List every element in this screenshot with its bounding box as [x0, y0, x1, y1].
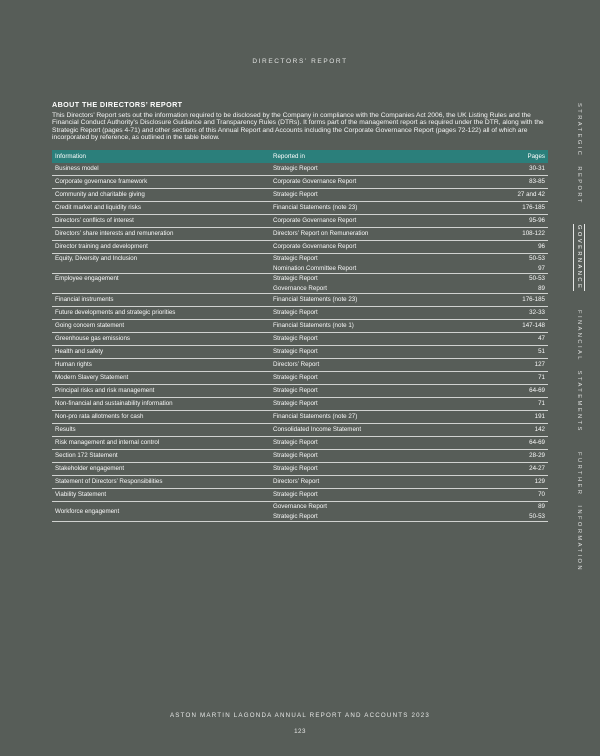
- row-pages: 71: [538, 374, 545, 382]
- row-reported-in: Strategic Report: [273, 387, 318, 395]
- row-information: Credit market and liquidity risks: [55, 204, 141, 212]
- table-row: [52, 254, 548, 274]
- page-footer: [0, 712, 600, 735]
- row-information: Directors’ conflicts of interest: [55, 217, 134, 225]
- row-pages: 32-33: [529, 309, 545, 317]
- row-reported-in: Financial Statements (note 27): [273, 413, 358, 421]
- footer-report-title: ASTON MARTIN LAGONDA ANNUAL REPORT AND ACCOUNTS 2023: [169, 712, 431, 719]
- page-number: 123: [294, 728, 306, 735]
- row-pages: 191: [534, 413, 545, 421]
- table-row: [52, 241, 548, 254]
- table-header-reported-in: Reported in: [273, 153, 305, 161]
- table-row: [52, 346, 548, 359]
- row-information: Results: [55, 426, 76, 434]
- row-pages: 142: [534, 426, 545, 434]
- row-information: Human rights: [55, 361, 92, 369]
- row-information: Employee engagement: [55, 275, 119, 283]
- row-pages: 47: [538, 335, 545, 343]
- row-reported-in: Corporate Governance Report: [273, 178, 357, 186]
- row-reported-in: Strategic Report: [273, 309, 318, 317]
- table-row: [52, 463, 548, 476]
- content-area: [52, 100, 548, 522]
- row-reported-in: Financial Statements (note 23): [273, 204, 358, 212]
- row-pages: 27 and 42: [517, 191, 545, 199]
- sidebar-item-strategic-report[interactable]: STRATEGIC REPORT: [576, 103, 582, 205]
- sidebar-item-further-information[interactable]: FURTHER INFORMATION: [576, 451, 582, 572]
- row-pages: 95-96: [529, 217, 545, 225]
- row-information: Business model: [55, 165, 99, 173]
- row-information: Non-pro rata allotments for cash: [55, 413, 144, 421]
- row-pages: 129: [534, 478, 545, 486]
- row-reported-in: Strategic Report: [273, 452, 318, 460]
- information-table: [52, 150, 548, 522]
- row-pages: 176-185: [522, 296, 545, 304]
- row-reported-in: Financial Statements (note 23): [273, 296, 358, 304]
- table-row: [52, 424, 548, 437]
- row-pages: 64-69: [529, 387, 545, 395]
- running-header: DIRECTORS’ REPORT: [252, 58, 348, 65]
- row-information: Equity, Diversity and Inclusion: [55, 255, 138, 263]
- row-pages: 28-29: [529, 452, 545, 460]
- table-row: [52, 411, 548, 424]
- row-pages: 50-53 89: [529, 275, 545, 292]
- row-information: Statement of Directors’ Responsibilities: [55, 478, 163, 486]
- row-information: Community and charitable giving: [55, 191, 145, 199]
- table-row: [52, 333, 548, 346]
- row-information: Non-financial and sustainability information: [55, 400, 173, 408]
- section-heading: ABOUT THE DIRECTORS’ REPORT: [52, 100, 183, 109]
- table-header-information: Information: [55, 153, 86, 161]
- table-row: [52, 359, 548, 372]
- row-reported-in: Directors’ Report: [273, 478, 320, 486]
- row-reported-in: Strategic Report: [273, 465, 318, 473]
- row-information: Viability Statement: [55, 491, 107, 499]
- sidebar-item-financial-statements[interactable]: FINANCIAL STATEMENTS: [576, 310, 582, 433]
- row-pages: 30-31: [529, 165, 545, 173]
- table-row: [52, 398, 548, 411]
- table-row: [52, 372, 548, 385]
- row-information: Section 172 Statement: [55, 452, 118, 460]
- table-row: [52, 176, 548, 189]
- table-row: [52, 189, 548, 202]
- table-row: [52, 502, 548, 522]
- table-row: [52, 307, 548, 320]
- row-reported-in: Strategic Report: [273, 439, 318, 447]
- row-pages: 108-122: [522, 230, 545, 238]
- row-pages: 70: [538, 491, 545, 499]
- row-information: Risk management and internal control: [55, 439, 160, 447]
- table-row: [52, 228, 548, 241]
- row-reported-in: Corporate Governance Report: [273, 243, 357, 251]
- row-reported-in: Strategic Report: [273, 348, 318, 356]
- row-reported-in: Strategic Report: [273, 400, 318, 408]
- row-information: Principal risks and risk management: [55, 387, 155, 395]
- table-row: [52, 437, 548, 450]
- table-row: [52, 215, 548, 228]
- row-pages: 147-148: [522, 322, 545, 330]
- section-nav: [573, 103, 585, 572]
- table-row: [52, 274, 548, 294]
- intro-paragraph: This Directors’ Report sets out the information required to be disclosed by the Company in compliance with the Companies Act 2006, the UK Listing Rules and the Financial Conduct Authority’s Disclosure Guidance and Transparency Rules (DTRs). It forms part of the management report as required under the DTR, along with the Strategic Report (pages 4-71) and other sections of this Annual Report and Accounts including the Corporate Governance Report (pages 72-122) all of which are incorporated by reference, as outlined in the table below.: [52, 112, 544, 141]
- row-reported-in: Governance Report Strategic Report: [273, 503, 327, 520]
- row-pages: 83-85: [529, 178, 545, 186]
- row-information: Workforce engagement: [55, 507, 120, 515]
- row-reported-in: Strategic Report: [273, 191, 318, 199]
- row-information: Corporate governance framework: [55, 178, 148, 186]
- table-row: [52, 320, 548, 333]
- table-row: [52, 476, 548, 489]
- sidebar-item-governance[interactable]: GOVERNANCE: [573, 224, 585, 291]
- table-row: [52, 294, 548, 307]
- row-information: Health and safety: [55, 348, 104, 356]
- row-information: Going concern statement: [55, 322, 125, 330]
- row-reported-in: Corporate Governance Report: [273, 217, 357, 225]
- row-reported-in: Directors’ Report: [273, 361, 320, 369]
- row-pages: 50-53 97: [529, 255, 545, 272]
- row-reported-in: Strategic Report: [273, 374, 318, 382]
- row-reported-in: Strategic Report: [273, 165, 318, 173]
- table-row: [52, 163, 548, 176]
- row-information: Director training and development: [55, 243, 148, 251]
- row-reported-in: Strategic Report Governance Report: [273, 275, 327, 292]
- table-row: [52, 450, 548, 463]
- row-information: Stakeholder engagement: [55, 465, 125, 473]
- row-pages: 89 50-53: [529, 503, 545, 520]
- row-information: Future developments and strategic priorities: [55, 309, 176, 317]
- row-information: Financial instruments: [55, 296, 114, 304]
- row-pages: 127: [534, 361, 545, 369]
- row-information: Greenhouse gas emissions: [55, 335, 130, 343]
- row-pages: 71: [538, 400, 545, 408]
- row-reported-in: Directors’ Report on Remuneration: [273, 230, 369, 238]
- row-information: Modern Slavery Statement: [55, 374, 129, 382]
- row-pages: 64-69: [529, 439, 545, 447]
- row-reported-in: Strategic Report: [273, 335, 318, 343]
- row-pages: 96: [538, 243, 545, 251]
- table-body: [52, 163, 548, 522]
- table-header-pages: Pages: [527, 153, 545, 161]
- row-pages: 51: [538, 348, 545, 356]
- table-row: [52, 385, 548, 398]
- row-pages: 24-27: [529, 465, 545, 473]
- row-pages: 176-185: [522, 204, 545, 212]
- row-reported-in: Financial Statements (note 1): [273, 322, 354, 330]
- row-reported-in: Strategic Report Nomination Committee Report: [273, 255, 357, 272]
- table-row: [52, 489, 548, 502]
- table-header-row: [52, 150, 548, 163]
- row-reported-in: Strategic Report: [273, 491, 318, 499]
- row-reported-in: Consolidated Income Statement: [273, 426, 362, 434]
- table-row: [52, 202, 548, 215]
- row-information: Directors’ share interests and remuneration: [55, 230, 174, 238]
